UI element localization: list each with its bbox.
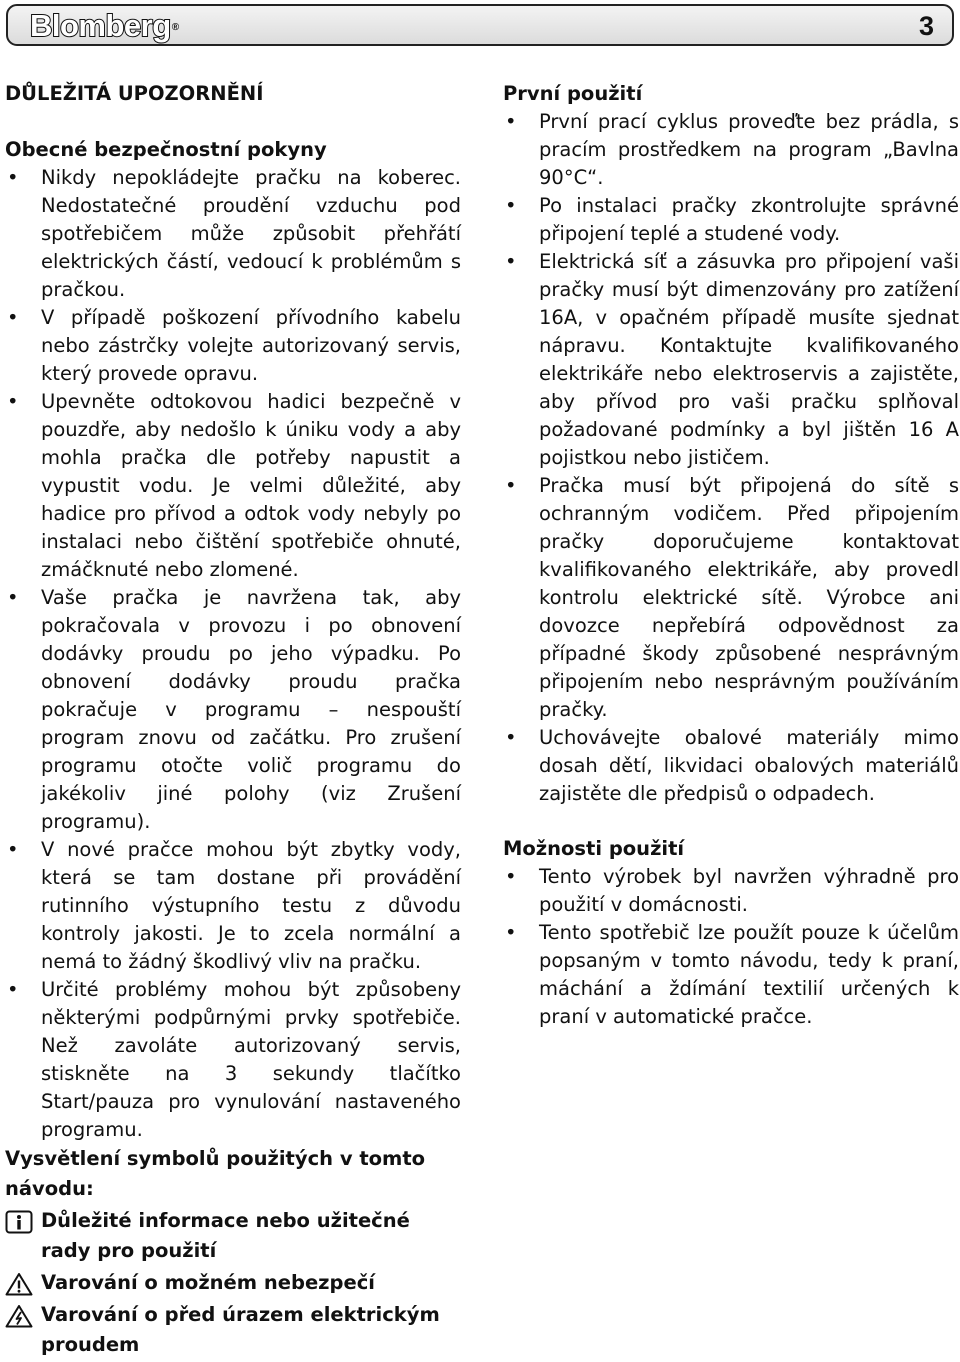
first-use-list [503,108,959,808]
list-item: • Určité problémy mohou být způsobeny některými podpůrnými prvky spotřebiče. Než zavoláte autorizovaný servis, stiskněte na 3 sekundy tlačítko Start/pauza pro vynulování nastaveného programu. [5,976,461,1144]
list-item: • Upevněte odtokovou hadici bezpečně v pouzdře, aby nedošlo k úniku vody a aby mohla pračka dle potřeby napustit a vypustit vodu. Je velmi důležité, aby hadice pro přívod a odtok vody nebyly po instalaci nebo čištění spotřebiče ohnuté, zmáčknuté nebo zlomené. [5,388,461,584]
list-item: • Elektrická síť a zásuvka pro připojení vaši pračky musí být dimenzovány pro zatížení 16A, v opačném případě musíte sjednat nápravu. Kontaktujte kvalifikovaného elektrikáře nebo elektroservis a zajistěte, aby přívod pro vaši pračku splňoval požadované podmínky a byl jištěn 16 A pojistkou nebo jističem. [503,248,959,472]
brand-logo [30,8,179,44]
legend-item-info [5,1206,461,1266]
list-item: • V nové pračce mohou být zbytky vody, která se tam dostane při provádění rutinního výstupního testu z důvodu kontroly jakosti. Je to zcela normální a nemá to žádný škodlivý vliv na pračku. [5,836,461,976]
symbol-legend [5,1144,461,1362]
right-column [503,80,959,1031]
legend-item-warning [5,1268,461,1298]
list-item: • Tento spotřebič lze použít pouze k účelům popsaným v tomto návodu, tedy k praní, máchání a ždímání textilií určených k praní v automatické pračce. [503,919,959,1031]
page-number: 3 [918,11,934,41]
section-title-usage: Možnosti použití [503,837,685,860]
list-item: • Po instalaci pračky zkontrolujte správné připojení teplé a studené vody. [503,192,959,248]
list-item: • Tento výrobek byl navržen výhradně pro použití v domácnosti. [503,863,959,919]
registered-mark: ® [171,22,179,33]
left-column [5,80,461,1144]
warning-icon [5,1272,33,1296]
legend-text: Varování o možném nebezpečí [41,1271,375,1294]
list-item: • Uchovávejte obalové materiály mimo dosah dětí, likvidaci obalových materiálů zajistěte dle předpisů o odpadech. [503,724,959,808]
safety-list [5,164,461,1144]
list-item: • Pračka musí být připojená do sítě s ochranným vodičem. Před připojením pračky doporučujeme kontaktovat kvalifikovaného elektrikáře, aby provedl kontrolu elektrické sítě. Výrobce ani dovozce nepřebírá odpovědnost za případné škody způsobené nesprávným připojením nebo nesprávným používáním pračky. [503,472,959,724]
legend-item-electric-warning [5,1300,461,1360]
legend-text: Důležité informace nebo užitečné rady pro použití [41,1209,410,1262]
info-icon [5,1210,33,1234]
brand-name: Blomberg [30,8,171,43]
list-item: • První prací cyklus proveďte bez prádla, s pracím prostředkem na program „Bavlna 90°C“. [503,108,959,192]
usage-list [503,863,959,1031]
legend-title: Vysvětlení symbolů použitých v tomto návodu: [5,1147,426,1200]
legend-text: Varování o před úrazem elektrickým proudem [41,1303,440,1356]
electric-warning-icon [5,1304,33,1328]
section-title-first-use: První použití [503,82,643,105]
section-title-safety: Obecné bezpečnostní pokyny [5,138,327,161]
list-item: • Nikdy nepokládejte pračku na koberec. Nedostatečné proudění vzduchu pod spotřebičem může způsobit přehřátí elektrických částí, vedoucí k problémům s pračkou. [5,164,461,304]
list-item: • V případě poškození přívodního kabelu nebo zástrčky volejte autorizovaný servis, který provede opravu. [5,304,461,388]
list-item: • Vaše pračka je navržena tak, aby pokračovala v provozu i po obnovení dodávky proudu po jeho výpadku. Po obnovení dodávky proudu pračka pokračuje v programu – nespouští program znovu od začátku. Pro zrušení programu otočte volič programu do jakékoliv jiné polohy (viz Zrušení programu). [5,584,461,836]
header-bar [6,4,954,46]
page-title: DŮLEŽITÁ UPOZORNĚNÍ [5,82,264,105]
